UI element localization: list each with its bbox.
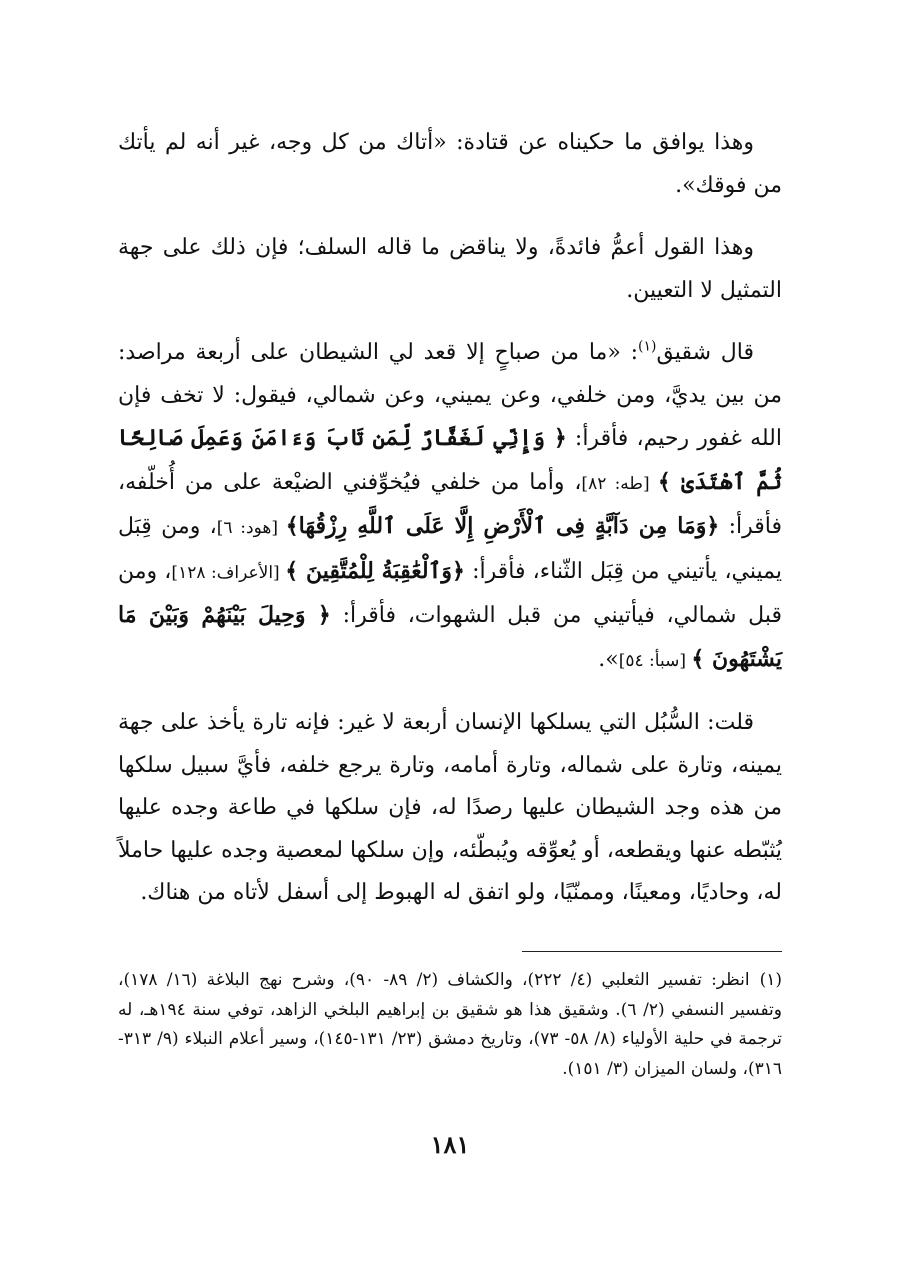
footnotes bbox=[118, 966, 782, 1084]
text-segment: ». bbox=[598, 646, 619, 672]
paragraph-four-paths: قلت: السُّبُل التي يسلكها الإنسان أربعة لا غير: فإنه تارة يأخذ على جهة يمينه، وتارة على شماله، وتارة أمامه، وتارة يرجع خلفه، فأيَّ سبيل سلكها من هذه وجد الشيطان عليها رصدًا له، فإن سلكها في طاعة وجده عليها يُثبّطه عنها ويقطعه، أو يُعوِّقه ويُبطّئه، وإن سلكها لمعصية وجده عليها حاملاً له، وحاديًا، ومعينًا، وممنّيًا، ولو اتفق له الهبوط إلى أسفل لأتاه من هناك. bbox=[118, 710, 782, 905]
paragraph-general-view: وهذا القول أعمُّ فائدةً، ولا يناقض ما قاله السلف؛ فإن ذلك على جهة التمثيل لا التعيين. bbox=[118, 235, 782, 303]
paragraph-qatada: وهذا يوافق ما حكيناه عن قتادة: «أتاك من كل وجه، غير أنه لم يأتك من فوقك». bbox=[118, 130, 782, 198]
text-segment: قال شقيق bbox=[656, 340, 754, 365]
text-segment: : «ما من صباحٍ إلا قعد لي الشيطان على أربعة مراصد: من بين يديَّ، ومن خلفي، وعن يميني، وعن شمالي، فيقول: لا تخف فإن الله غفور رحيم، فأقرأ: bbox=[118, 340, 782, 451]
footnote-reference[interactable]: (١) bbox=[637, 338, 657, 355]
quran-verse: ﴿وَٱلْعَٰقِبَةُ لِلْمُتَّقِينَ ﴾ bbox=[285, 557, 465, 584]
footnote-item bbox=[118, 966, 782, 1084]
text-segment: ، ومن قبل شمالي، فيأتيني من قبل الشهوات، فأقرأ: bbox=[118, 558, 782, 628]
footnote-divider bbox=[522, 951, 782, 952]
main-text bbox=[118, 122, 782, 935]
verse-reference: [طه: ٨٢] bbox=[581, 473, 658, 494]
footnote-text: انظر: تفسير الثعلبي (٤/ ٢٢٢)، والكشاف (٢/ ٨٩- ٩٠)، وشرح نهج البلاغة (١٦/ ١٧٨)، وتفسير النسفي (٢/ ٦). وشقيق هذا هو شقيق بن إبراهيم البلخي الزاهد، توفي سنة ١٩٤هـ، له ترجمة في حلية الأولياء (٨/ ٥٨- ٧٣)، وتاريخ دمشق (٢٣/ ١٣١-١٤٥)، وسير أعلام النبلاء (٩/ ٣١٣- ٣١٦)، ولسان الميزان (٣/ ١٥١). bbox=[118, 970, 782, 1079]
quran-verse: ﴿ وَإِنِّي لَغَفَّارٌ لِّمَن تَابَ وَءَامَنَ وَعَمِلَ صَالِحًا ثُمَّ ٱهْتَدَىٰ ﴾ bbox=[118, 425, 782, 495]
verse-reference: [الأعراف: ١٢٨] bbox=[171, 562, 286, 583]
verse-reference: [سبأ: ٥٤] bbox=[618, 650, 692, 671]
footnote-number: (١) bbox=[759, 970, 783, 990]
page-number: ١٨١ bbox=[430, 1130, 470, 1159]
verse-reference: [هود: ٦] bbox=[216, 518, 286, 538]
quran-verse: ﴿وَمَا مِن دَآبَّةٍ فِى ٱلْأَرْضِ إِلَّا عَلَى ٱللَّهِ رِزْقُهَا﴾ bbox=[285, 513, 720, 539]
quran-verse: ﴿ وَحِيلَ بَيْنَهُمْ وَبَيْنَ مَا يَشْتَهُونَ ﴾ bbox=[118, 602, 782, 672]
paragraph-shaqiq-quote bbox=[118, 332, 782, 682]
text-segment: ، وأما من خلفي فيُخوِّفني الضيْعة على من أُخلّفه، فأقرأ: bbox=[118, 469, 782, 539]
text-segment: ، ومن قِبَل يميني، يأتيني من قِبَل الثّناء، فأقرأ: bbox=[118, 514, 783, 584]
